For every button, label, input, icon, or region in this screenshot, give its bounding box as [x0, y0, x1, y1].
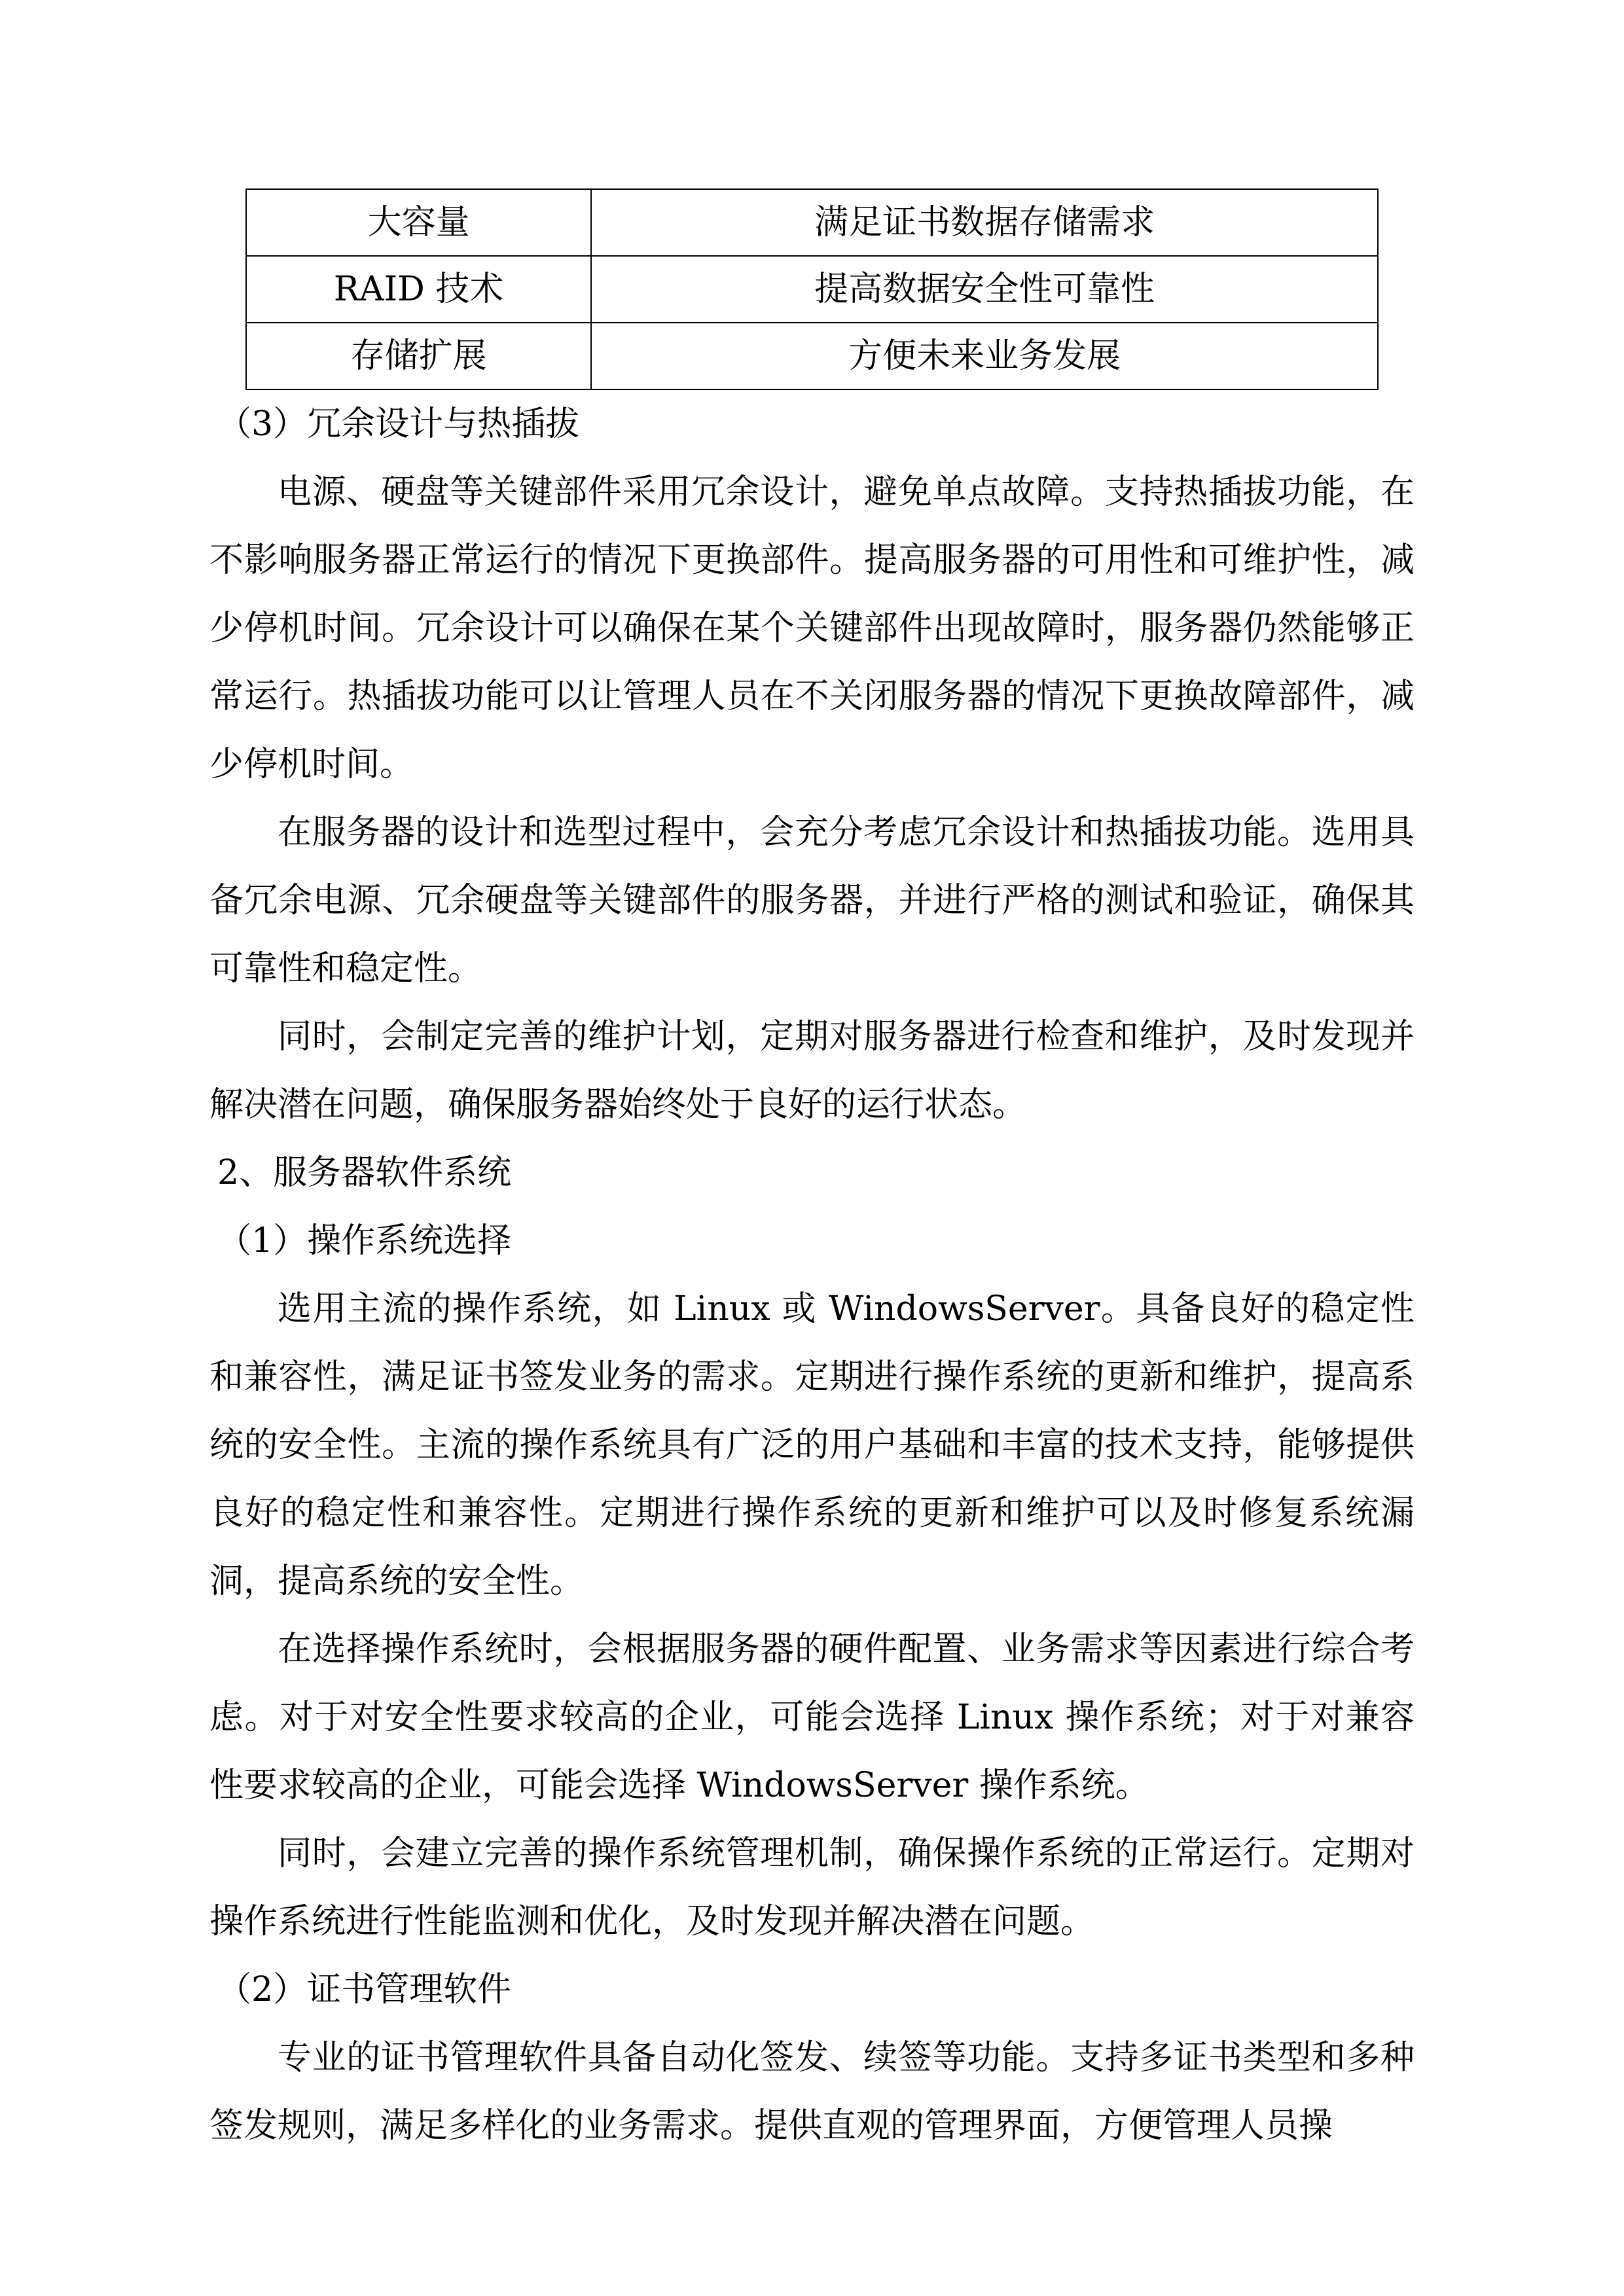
table-cell-description: 方便未来业务发展 — [591, 323, 1378, 389]
table-row — [246, 323, 1378, 389]
table-cell-description: 满足证书数据存储需求 — [591, 189, 1378, 256]
table-cell-description: 提高数据安全性可靠性 — [591, 256, 1378, 323]
paragraph-os-2: 在选择操作系统时，会根据服务器的硬件配置、业务需求等因素进行综合考虑。对于对安全性要求较高的企业，可能会选择 Linux 操作系统；对于对兼容性要求较高的企业，可能会选择 WindowsServer 操作系统。 — [209, 1630, 1415, 1805]
storage-features-table — [245, 188, 1379, 390]
table-row — [246, 189, 1378, 256]
table-cell-feature: RAID 技术 — [246, 256, 591, 323]
heading-os-selection: （1）操作系统选择 — [217, 1221, 512, 1261]
paragraph-redundancy-2: 在服务器的设计和选型过程中，会充分考虑冗余设计和热插拔功能。选用具备冗余电源、冗余硬盘等关键部件的服务器，并进行严格的测试和验证，确保其可靠性和稳定性。 — [209, 813, 1415, 988]
table-cell-feature: 大容量 — [246, 189, 591, 256]
heading-server-software-system: 2、服务器软件系统 — [217, 1153, 512, 1193]
paragraph-redundancy-1: 电源、硬盘等关键部件采用冗余设计，避免单点故障。支持热插拔功能，在不影响服务器正常运行的情况下更换部件。提高服务器的可用性和可维护性，减少停机时间。冗余设计可以确保在某个关键部件出现故障时，服务器仍然能够正常运行。热插拔功能可以让管理人员在不关闭服务器的情况下更换故障部件，减少停机时间。 — [209, 473, 1415, 784]
heading-cert-management-software: （2）证书管理软件 — [217, 1970, 512, 2009]
paragraph-os-1: 选用主流的操作系统，如 Linux 或 WindowsServer。具备良好的稳定性和兼容性，满足证书签发业务的需求。定期进行操作系统的更新和维护，提高系统的安全性。主流的操作系统具有广泛的用户基础和丰富的技术支持，能够提供良好的稳定性和兼容性。定期进行操作系统的更新和维护可以及时修复系统漏洞，提高系统的安全性。 — [209, 1289, 1415, 1601]
paragraph-redundancy-3: 同时，会制定完善的维护计划，定期对服务器进行检查和维护，及时发现并解决潜在问题，确保服务器始终处于良好的运行状态。 — [209, 1017, 1415, 1124]
table-row — [246, 256, 1378, 323]
heading-redundancy-hot-swap: （3）冗余设计与热插拔 — [217, 404, 580, 444]
paragraph-os-3: 同时，会建立完善的操作系统管理机制，确保操作系统的正常运行。定期对操作系统进行性能监测和优化，及时发现并解决潜在问题。 — [209, 1834, 1415, 1941]
paragraph-cert-software-1: 专业的证书管理软件具备自动化签发、续签等功能。支持多证书类型和多种签发规则，满足多样化的业务需求。提供直观的管理界面，方便管理人员操 — [209, 2038, 1415, 2145]
table-cell-feature: 存储扩展 — [246, 323, 591, 389]
